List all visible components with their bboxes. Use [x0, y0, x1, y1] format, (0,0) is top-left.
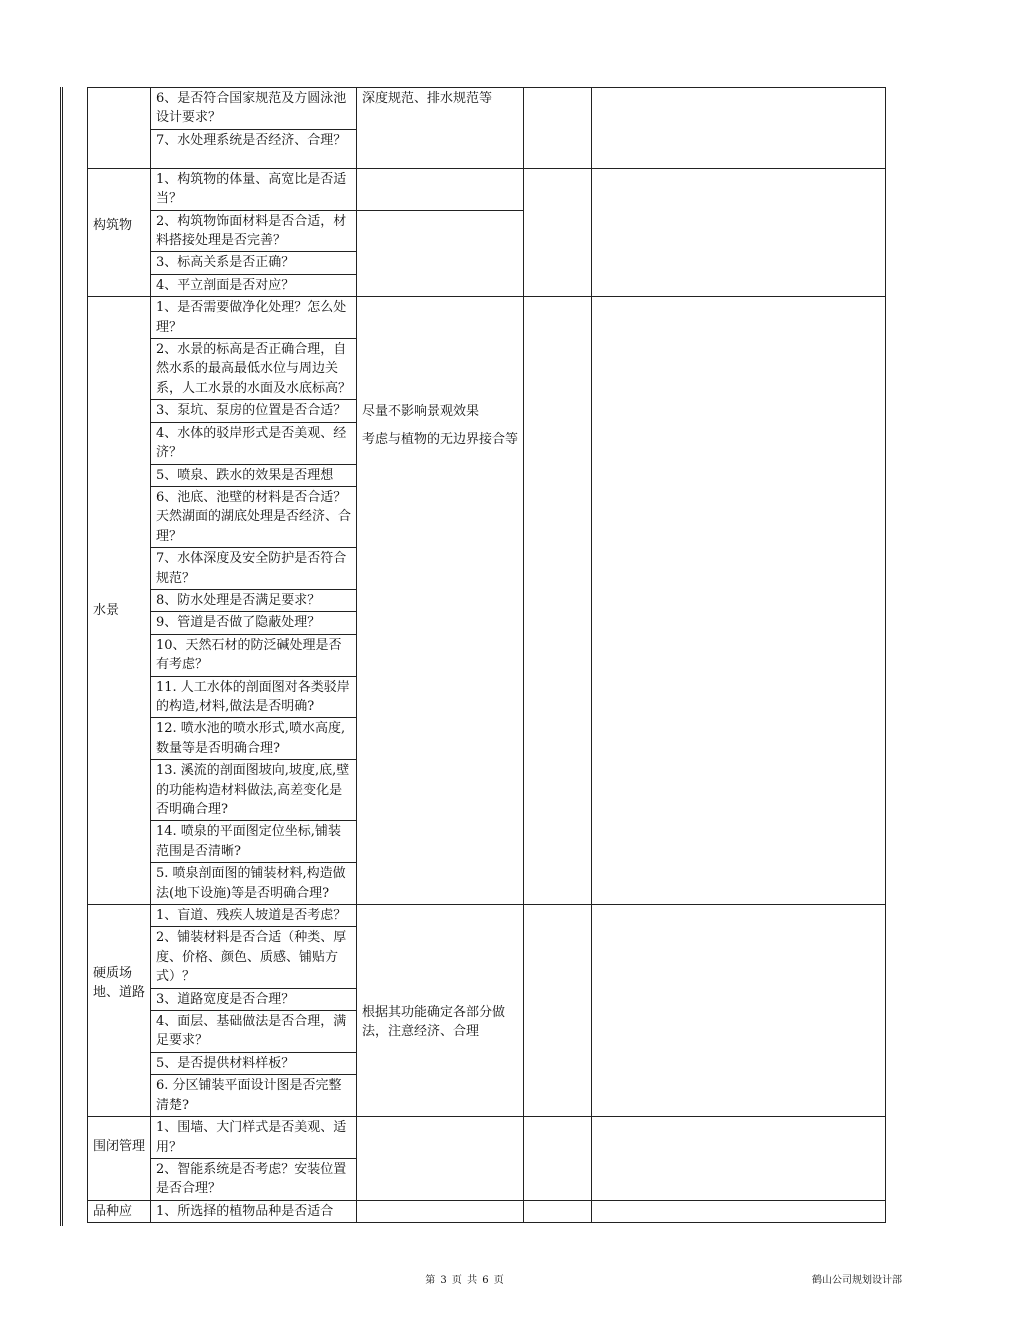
check-result-cell[interactable] — [524, 905, 592, 1117]
remarks-cell[interactable] — [592, 1200, 886, 1222]
note-text: 考虑与植物的无边界接合等 — [362, 431, 519, 447]
category-cell — [88, 905, 151, 1117]
category-cell-pool — [88, 88, 151, 169]
check-item: 6. 分区铺装平面设计图是否完整清楚? — [151, 1075, 357, 1117]
page-number: 第 3 页 共 6 页 — [425, 1275, 505, 1286]
category-cell — [88, 297, 151, 905]
note-text: 根据其功能确定各部分做法，注意经济、合理 — [362, 1005, 506, 1040]
category-label: 品种应 — [93, 1203, 133, 1219]
category-cell — [88, 1200, 151, 1222]
note-cell — [357, 297, 524, 905]
check-item: 8、防水处理是否满足要求？ — [151, 589, 357, 611]
left-margin-line — [60, 87, 61, 1226]
table-row — [88, 88, 886, 130]
review-table — [87, 87, 886, 1223]
category-label: 围闭管理 — [93, 1139, 146, 1155]
category-cell — [88, 168, 151, 296]
note-text: 尽量不影响景观效果 — [362, 404, 480, 420]
check-item: 4、水体的驳岸形式是否美观、经济？ — [151, 422, 357, 464]
note-cell — [357, 1200, 524, 1222]
check-item: 3、泵坑、泵房的位置是否合适？ — [151, 400, 357, 422]
check-item: 4、平立剖面是否对应？ — [151, 274, 357, 296]
table-row — [88, 905, 886, 927]
check-result-cell[interactable] — [524, 168, 592, 296]
check-item: 2、智能系统是否考虑？安装位置是否合理？ — [151, 1158, 357, 1200]
check-item: 3、道路宽度是否合理？ — [151, 988, 357, 1010]
check-item: 1、盲道、残疾人坡道是否考虑？ — [151, 905, 357, 927]
review-checklist-sheet — [87, 87, 885, 1223]
category-label: 构筑物 — [93, 217, 133, 233]
check-item: 2、构筑物饰面材料是否合适，材料搭接处理是否完善？ — [151, 210, 357, 252]
remarks-cell[interactable] — [592, 905, 886, 1117]
check-item: 1、围墙、大门样式是否美观、适用？ — [151, 1117, 357, 1159]
check-item: 1、构筑物的体量、高宽比是否适当？ — [151, 168, 357, 210]
check-item: 5、喷泉、跌水的效果是否理想 — [151, 464, 357, 486]
table-row — [88, 297, 886, 339]
check-item: 1、是否需要做净化处理？怎么处理？ — [151, 297, 357, 339]
check-item: 13. 溪流的剖面图坡向,坡度,底,壁的功能构造材料做法,高差变化是否明确合理? — [151, 760, 357, 821]
remarks-cell[interactable] — [592, 168, 886, 296]
remarks-cell[interactable] — [592, 1117, 886, 1201]
table-row — [88, 168, 886, 210]
check-item: 6、池底、池壁的材料是否合适？天然湖面的湖底处理是否经济、合理？ — [151, 486, 357, 547]
check-result-cell[interactable] — [524, 88, 592, 169]
category-label: 硬质场地、道路 — [93, 966, 146, 1001]
check-item: 7、水处理系统是否经济、合理？ — [151, 129, 357, 168]
check-item: 7、水体深度及安全防护是否符合规范？ — [151, 548, 357, 590]
table-row — [88, 1117, 886, 1159]
check-item: 4、面层、基础做法是否合理，满足要求？ — [151, 1011, 357, 1053]
check-item: 10、天然石材的防泛碱处理是否有考虑？ — [151, 634, 357, 676]
note-cell: 深度规范、排水规范等 — [357, 88, 524, 169]
check-item: 5、是否提供材料样板？ — [151, 1052, 357, 1074]
table-row — [88, 1200, 886, 1222]
check-item: 1、所选择的植物品种是否适合 — [151, 1200, 357, 1222]
check-item: 2、水景的标高是否正确合理，自然水系的最高最低水位与周边关系，人工水景的水面及水底标高？ — [151, 339, 357, 400]
check-item: 11. 人工水体的剖面图对各类驳岸的构造,材料,做法是否明确? — [151, 676, 357, 718]
check-item: 14. 喷泉的平面图定位坐标,铺装范围是否清晰? — [151, 821, 357, 863]
category-label: 水景 — [93, 603, 120, 619]
check-item: 3、标高关系是否正确？ — [151, 252, 357, 274]
check-item: 6、是否符合国家规范及方圆泳池设计要求？ — [151, 88, 357, 130]
remarks-cell[interactable] — [592, 297, 886, 905]
category-cell — [88, 1117, 151, 1201]
check-item: 2、铺装材料是否合适（种类、厚度、价格、颜色、质感、铺贴方式）？ — [151, 927, 357, 988]
check-result-cell[interactable] — [524, 297, 592, 905]
note-cell — [357, 1117, 524, 1201]
note-cell — [357, 210, 524, 297]
remarks-cell[interactable] — [592, 88, 886, 169]
department-name: 鹤山公司规划设计部 — [812, 1275, 902, 1286]
note-cell — [357, 905, 524, 1117]
check-item: 5. 喷泉剖面图的铺装材料,构造做法(地下设施)等是否明确合理? — [151, 863, 357, 905]
note-cell — [357, 168, 524, 210]
check-result-cell[interactable] — [524, 1200, 592, 1222]
check-item: 9、管道是否做了隐蔽处理？ — [151, 612, 357, 634]
check-item: 12. 喷水池的喷水形式,喷水高度,数量等是否明确合理? — [151, 718, 357, 760]
left-margin-line-inner — [62, 87, 63, 1226]
check-result-cell[interactable] — [524, 1117, 592, 1201]
